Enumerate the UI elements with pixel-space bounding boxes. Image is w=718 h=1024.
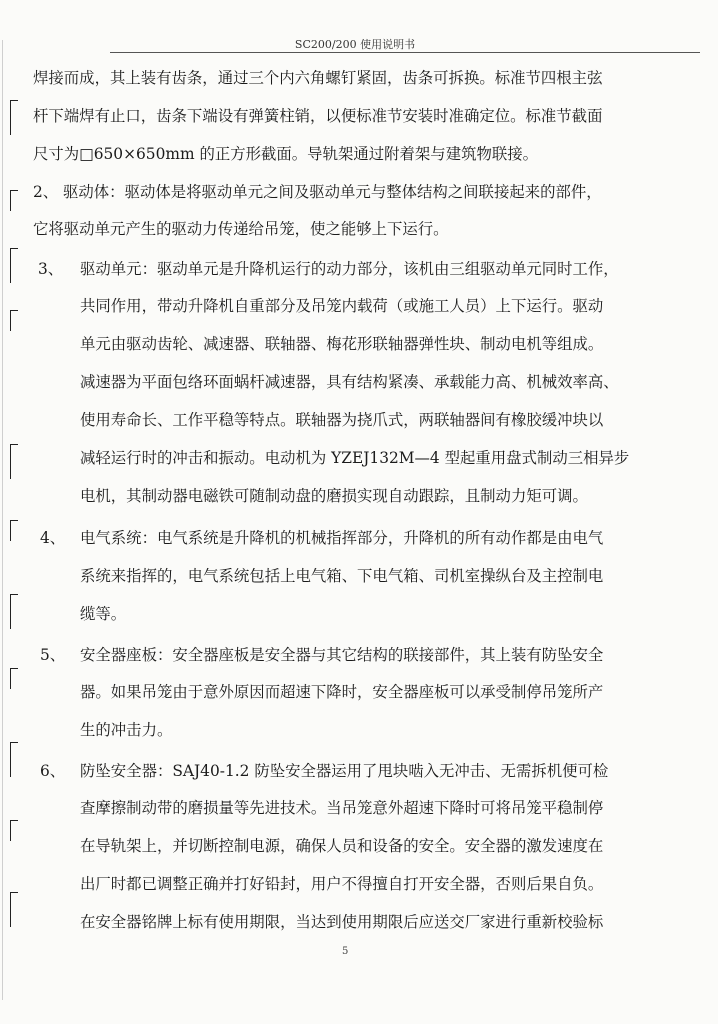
- text-line: 安全器座板：安全器座板是安全器与其它结构的联接部件，其上装有防坠安全: [80, 646, 604, 664]
- margin-mark: [10, 520, 18, 541]
- text-line: 生的冲击力。: [80, 721, 173, 739]
- text-line: 查摩擦制动带的磨损量等先进技术。当吊笼意外超速下降时可将吊笼平稳制停: [80, 799, 604, 817]
- text-line: 驱动体：驱动体是将驱动单元之间及驱动单元与整体结构之间联接起来的部件，: [63, 183, 602, 201]
- scan-edge-line: [2, 40, 3, 1000]
- text-line: 减速器为平面包络环面蜗杆减速器，具有结构紧凑、承载能力高、机械效率高、: [80, 373, 619, 391]
- margin-mark: [10, 248, 18, 283]
- margin-mark: [10, 668, 18, 689]
- header-rule: [110, 52, 700, 53]
- text-line: 出厂时都已调整正确并打好铅封，用户不得擅自打开安全器，否则后果自负。: [80, 875, 604, 893]
- margin-mark: [10, 892, 18, 927]
- margin-mark: [10, 742, 18, 777]
- text-line: 尺寸为□650×650mm 的正方形截面。导轨架通过附着架与建筑物联接。: [33, 145, 539, 163]
- item-number: 2、: [33, 183, 59, 201]
- text-line: 减轻运行时的冲击和振动。电动机为 YZEJ132M—4 型起重用盘式制动三相异步: [80, 449, 630, 467]
- text-line: 焊接而成，其上装有齿条，通过三个内六角螺钉紧固，齿条可拆换。标准节四根主弦: [33, 69, 603, 87]
- margin-mark: [10, 190, 18, 211]
- page-number: 5: [342, 946, 349, 957]
- text-line: 使用寿命长、工作平稳等特点。联轴器为挠爪式，两联轴器间有橡胶缓冲块以: [80, 411, 604, 429]
- item-number: 4、: [40, 529, 66, 547]
- text-line: 它将驱动单元产生的驱动力传递给吊笼，使之能够上下运行。: [33, 220, 449, 238]
- text-line: 在安全器铭牌上标有使用期限，当达到使用期限后应送交厂家进行重新校验标: [80, 913, 604, 931]
- text-line: 杆下端焊有止口，齿条下端设有弹簧柱销，以便标准节安装时准确定位。标准节截面: [33, 107, 603, 125]
- item-number: 3、: [38, 260, 64, 278]
- text-line: 在导轨架上，并切断控制电源，确保人员和设备的安全。安全器的激发速度在: [80, 837, 604, 855]
- margin-mark: [10, 310, 18, 331]
- text-line: 驱动单元：驱动单元是升降机运行的动力部分，该机由三组驱动单元同时工作，: [80, 260, 619, 278]
- text-line: 电机，其制动器电磁铁可随制动盘的磨损实现自动跟踪，且制动力矩可调。: [80, 487, 588, 505]
- text-line: 系统来指挥的，电气系统包括上电气箱、下电气箱、司机室操纵台及主控制电: [80, 567, 604, 585]
- text-line: 共同作用，带动升降机自重部分及吊笼内载荷（或施工人员）上下运行。驱动: [80, 297, 604, 315]
- margin-mark: [10, 820, 18, 841]
- text-line: 防坠安全器：SAJ40-1.2 防坠安全器运用了甩块啮入无冲击、无需拆机便可检: [80, 762, 609, 780]
- text-line: 单元由驱动齿轮、减速器、联轴器、梅花形联轴器弹性块、制动电机等组成。: [80, 335, 604, 353]
- margin-mark: [10, 100, 18, 135]
- page-header: SC200/200 使用说明书: [294, 38, 416, 51]
- text-line: 缆等。: [80, 605, 127, 623]
- item-number: 6、: [40, 762, 66, 780]
- text-line: 电气系统：电气系统是升降机的机械指挥部分，升降机的所有动作都是由电气: [80, 529, 604, 547]
- text-line: 器。如果吊笼由于意外原因而超速下降时，安全器座板可以承受制停吊笼所产: [80, 683, 604, 701]
- item-number: 5、: [40, 646, 66, 664]
- margin-mark: [10, 594, 18, 629]
- margin-mark: [10, 444, 18, 479]
